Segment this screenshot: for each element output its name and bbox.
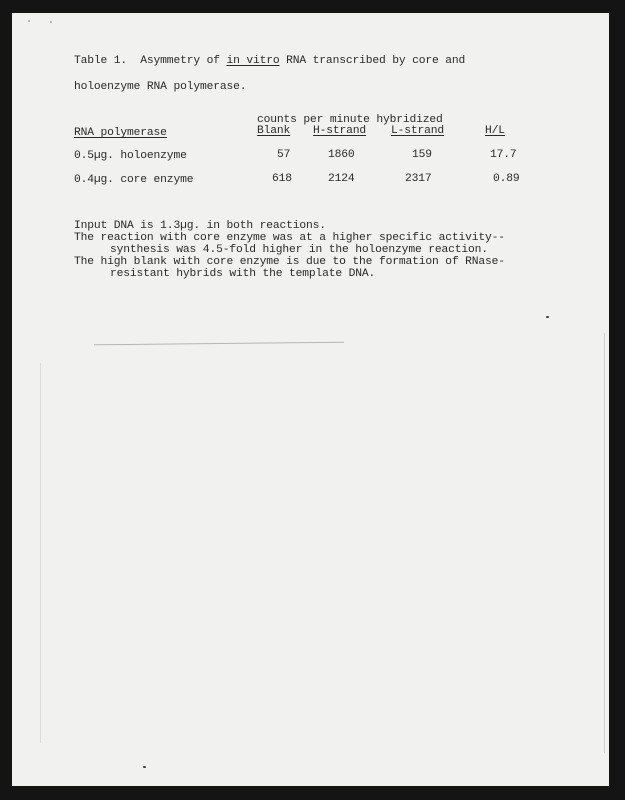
table-row-2-h-strand: 2124 (328, 173, 355, 185)
col-header-rna-polymerase: RNA polymerase (74, 127, 167, 139)
note-line-3: synthesis was 4.5-fold higher in the holoenzyme reaction. (110, 244, 488, 256)
caption-prefix: Table 1. Asymmetry of (74, 55, 227, 67)
dust-speck (50, 21, 52, 23)
dust-speck (546, 316, 549, 318)
group-header: counts per minute hybridized (257, 114, 443, 126)
col-header-h-strand: H-strand (313, 125, 367, 137)
table-row-1-h-strand: 1860 (328, 149, 355, 161)
note-line-1: Input DNA is 1.3µg. in both reactions. (74, 220, 326, 232)
table-row-1-blank: 57 (277, 149, 291, 161)
scan-streak (40, 363, 41, 743)
caption-italic-term: in vitro (226, 55, 280, 67)
col-header-h-l: H/L (485, 125, 505, 137)
document-page (12, 13, 609, 786)
scan-streak (94, 342, 344, 346)
note-line-5: resistant hybrids with the template DNA. (110, 268, 376, 280)
col-header-blank: Blank (257, 125, 291, 137)
col-header-l-strand: L-strand (391, 125, 445, 137)
caption-suffix: RNA transcribed by core and (279, 55, 466, 67)
table-row-2-h-l: 0.89 (493, 173, 520, 185)
table-row-2-label: 0.4µg. core enzyme (74, 174, 194, 186)
table-row-2-l-strand: 2317 (405, 173, 432, 185)
dust-speck (143, 766, 146, 768)
table-caption-line1 (74, 55, 465, 67)
note-line-4: The high blank with core enzyme is due to the formation of RNase- (74, 256, 505, 268)
table-caption-line2: holoenzyme RNA polymerase. (74, 81, 247, 93)
table-row-1-h-l: 17.7 (490, 149, 517, 161)
dust-speck (28, 20, 30, 22)
table-row-1-l-strand: 159 (412, 149, 432, 161)
note-line-2: The reaction with core enzyme was at a higher specific activity-- (74, 232, 505, 244)
table-row-1-label: 0.5µg. holoenzyme (74, 150, 187, 162)
scan-streak (604, 333, 605, 753)
table-row-2-blank: 618 (272, 173, 292, 185)
